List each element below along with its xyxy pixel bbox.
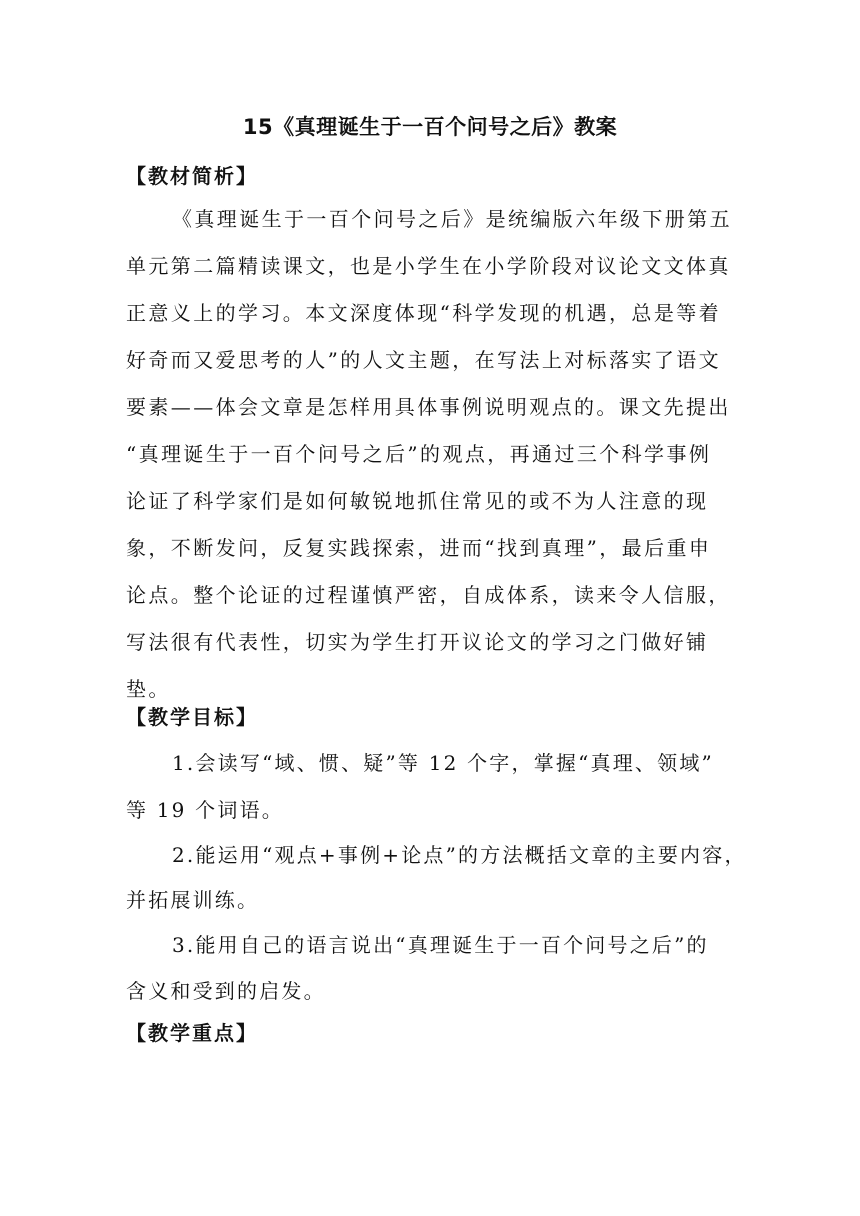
document-title: 15《真理诞生于一百个问号之后》教案 — [242, 115, 618, 139]
analysis-line: 好奇而又爱思考的人”的人文主题，在写法上对标落实了语文 — [126, 348, 722, 372]
section-heading-focus: 【教学重点】 — [126, 1021, 258, 1045]
analysis-line: 象，不断发问，反复实践探索，进而“找到真理”，最后重申 — [126, 536, 712, 560]
analysis-line: 论点。整个论证的过程谨慎严密，自成体系，读来令人信服， — [126, 583, 731, 607]
analysis-line: “真理诞生于一百个问号之后”的观点，再通过三个科学事例 — [126, 442, 712, 466]
analysis-line: 论证了科学家们是如何敏锐地抓住常见的或不为人注意的现 — [126, 489, 709, 513]
goal-item-3: 3.能用自己的语言说出“真理诞生于一百个问号之后”的 — [172, 933, 709, 957]
section-heading-goals: 【教学目标】 — [126, 705, 258, 729]
analysis-line: 要素——体会文章是怎样用具体事例说明观点的。课文先提出 — [126, 395, 731, 419]
analysis-line: 单元第二篇精读课文，也是小学生在小学阶段对议论文文体真 — [126, 254, 731, 278]
goal-item-3-continued: 含义和受到的启发。 — [126, 979, 326, 1003]
goal-item-2: 2.能运用“观点+事例+论点”的方法概括文章的主要内容， — [172, 843, 747, 867]
section-heading-analysis: 【教材简析】 — [126, 164, 258, 188]
goal-item-1: 1.会读写“域、惯、疑”等 12 个字，掌握“真理、领域” — [172, 751, 714, 775]
analysis-line: 《真理诞生于一百个问号之后》是统编版六年级下册第五 — [172, 207, 732, 231]
goal-item-1-continued: 等 19 个词语。 — [126, 798, 284, 822]
analysis-line: 正意义上的学习。本文深度体现“科学发现的机遇，总是等着 — [126, 301, 722, 325]
analysis-line: 写法很有代表性，切实为学生打开议论文的学习之门做好铺 — [126, 630, 709, 654]
analysis-line: 垫。 — [126, 677, 171, 701]
goal-item-2-continued: 并拓展训练。 — [126, 888, 260, 912]
